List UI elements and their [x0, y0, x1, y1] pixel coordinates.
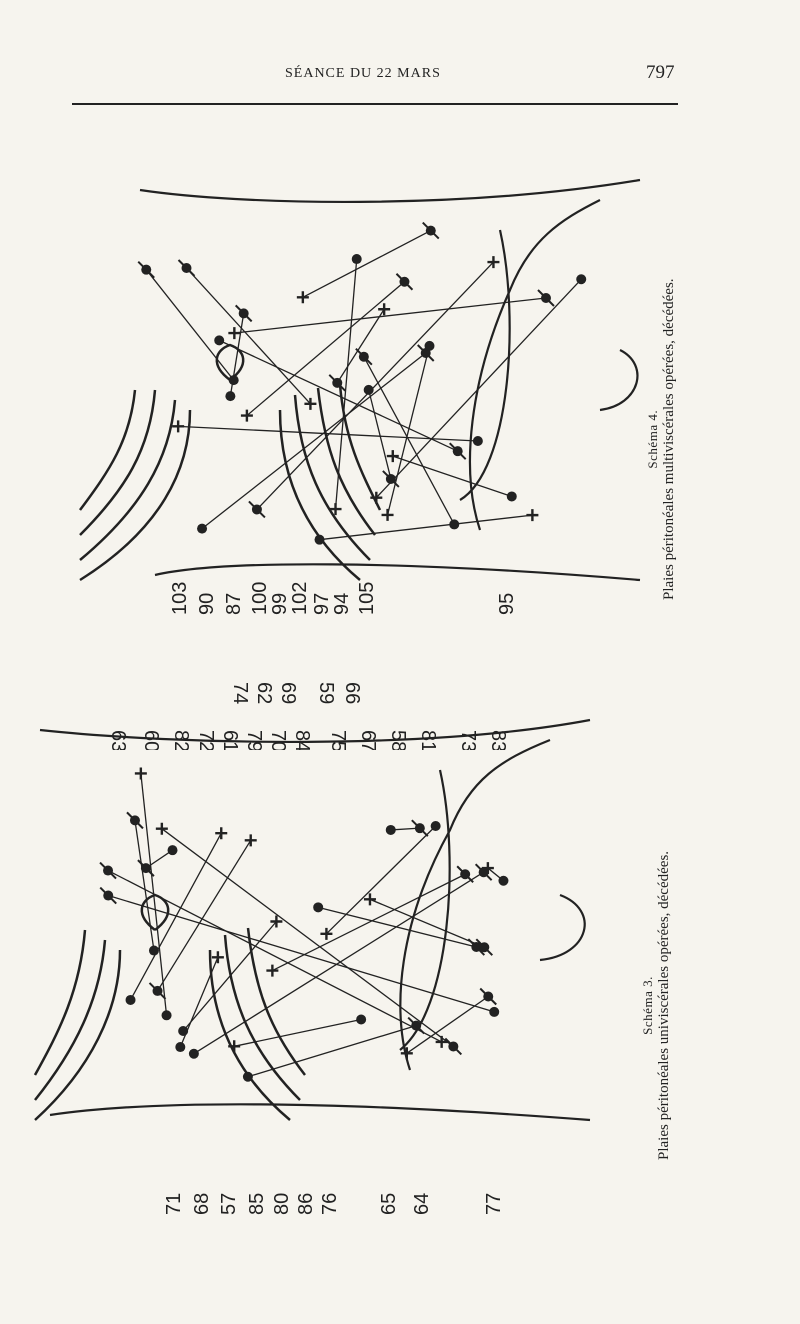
- schema-3-diagram: [30, 700, 640, 1160]
- trajectory-arrow: [248, 1026, 416, 1077]
- schema-3-bottom-numbers: [160, 1175, 520, 1225]
- schema-3-description: Plaies péritonéales univiscérales opérées, décédées.: [656, 850, 672, 1160]
- marker-slash: [480, 988, 496, 1004]
- label-103: 103: [169, 581, 191, 615]
- label-82: 82: [170, 730, 192, 750]
- schema-3-top-numbers: [100, 680, 520, 750]
- label-66: 66: [341, 682, 363, 705]
- entry-dot: [126, 995, 136, 1005]
- schema-4-description: Plaies péritonéales multiviscérales opérées, décédées.: [661, 278, 677, 600]
- label-105: 105: [356, 581, 378, 615]
- schema-3-bottom-labels: [160, 1175, 520, 1225]
- exit-cross: [156, 823, 168, 835]
- entry-dot: [356, 1014, 366, 1024]
- running-title: SÉANCE DU 22 MARS: [285, 66, 441, 81]
- marker-slash: [445, 1038, 461, 1054]
- exit-cross: [215, 827, 227, 839]
- label-58: 58: [387, 730, 409, 750]
- label-100: 100: [249, 581, 271, 615]
- entry-dot: [313, 902, 323, 912]
- trajectory-arrow: [326, 826, 435, 934]
- trajectory-arrow: [272, 874, 465, 970]
- entry-dot: [431, 821, 441, 831]
- label-76: 76: [319, 1192, 341, 1215]
- schema-3-top-labels: [100, 680, 520, 750]
- marker-slash: [457, 866, 473, 882]
- trajectory-arrow: [108, 896, 494, 1012]
- marker-slash: [127, 812, 143, 828]
- entry-dot: [162, 1010, 172, 1020]
- marker-slash: [100, 863, 116, 879]
- label-57: 57: [218, 1192, 240, 1215]
- trajectory-arrow: [141, 773, 167, 1015]
- torso-outline-3: [40, 720, 590, 1120]
- label-83: 83: [487, 730, 509, 750]
- exit-cross: [245, 834, 257, 846]
- label-71: 71: [163, 1192, 185, 1215]
- trajectory-arrow: [162, 829, 453, 1047]
- label-90: 90: [196, 592, 218, 615]
- label-94: 94: [331, 592, 353, 615]
- trajectory-arrow: [183, 922, 276, 1031]
- label-84: 84: [291, 730, 313, 750]
- label-81: 81: [417, 730, 439, 750]
- label-75: 75: [327, 730, 349, 750]
- label-69: 69: [277, 682, 299, 705]
- label-77: 77: [483, 1192, 505, 1215]
- label-79: 79: [243, 730, 265, 750]
- label-61: 61: [219, 730, 241, 750]
- schema-4-label: Schéma 4.: [645, 409, 660, 469]
- label-72: 72: [195, 730, 217, 750]
- entry-dot: [178, 1026, 188, 1036]
- entry-dot: [489, 1007, 499, 1017]
- label-64: 64: [411, 1192, 433, 1215]
- label-60: 60: [140, 730, 162, 750]
- label-95: 95: [496, 592, 518, 615]
- label-70: 70: [267, 730, 289, 750]
- label-87: 87: [223, 592, 245, 615]
- label-67: 67: [357, 730, 379, 750]
- label-86: 86: [295, 1192, 317, 1215]
- exit-cross: [135, 767, 147, 779]
- entry-dot: [498, 876, 508, 886]
- schema-3-label: Schéma 3.: [640, 976, 655, 1035]
- label-99: 99: [269, 592, 291, 615]
- marker-slash: [100, 888, 116, 904]
- trajectory-arrow: [370, 899, 484, 947]
- label-68: 68: [191, 1192, 213, 1215]
- label-65: 65: [378, 1192, 400, 1215]
- page-number: 797: [646, 62, 675, 83]
- entry-dot: [243, 1072, 253, 1082]
- label-80: 80: [271, 1192, 293, 1215]
- exit-cross: [266, 965, 278, 977]
- exit-cross: [212, 951, 224, 963]
- trajectory-arrow: [108, 871, 442, 1042]
- label-73: 73: [457, 730, 479, 750]
- label-85: 85: [246, 1192, 268, 1215]
- entry-dot: [149, 946, 159, 956]
- entry-dot: [189, 1049, 199, 1059]
- marker-slash: [476, 864, 492, 880]
- trajectory-arrow: [318, 907, 476, 947]
- entry-dot: [168, 845, 178, 855]
- trajectory-arrow: [234, 1019, 361, 1046]
- label-102: 102: [289, 581, 311, 615]
- schema-3-caption: [640, 851, 673, 1160]
- label-63: 63: [107, 730, 129, 750]
- label-74: 74: [229, 682, 251, 705]
- label-62: 62: [253, 682, 275, 705]
- label-97: 97: [311, 592, 333, 615]
- label-59: 59: [315, 682, 337, 705]
- entry-dot: [386, 825, 396, 835]
- entry-dot: [175, 1042, 185, 1052]
- exit-cross: [436, 1036, 448, 1048]
